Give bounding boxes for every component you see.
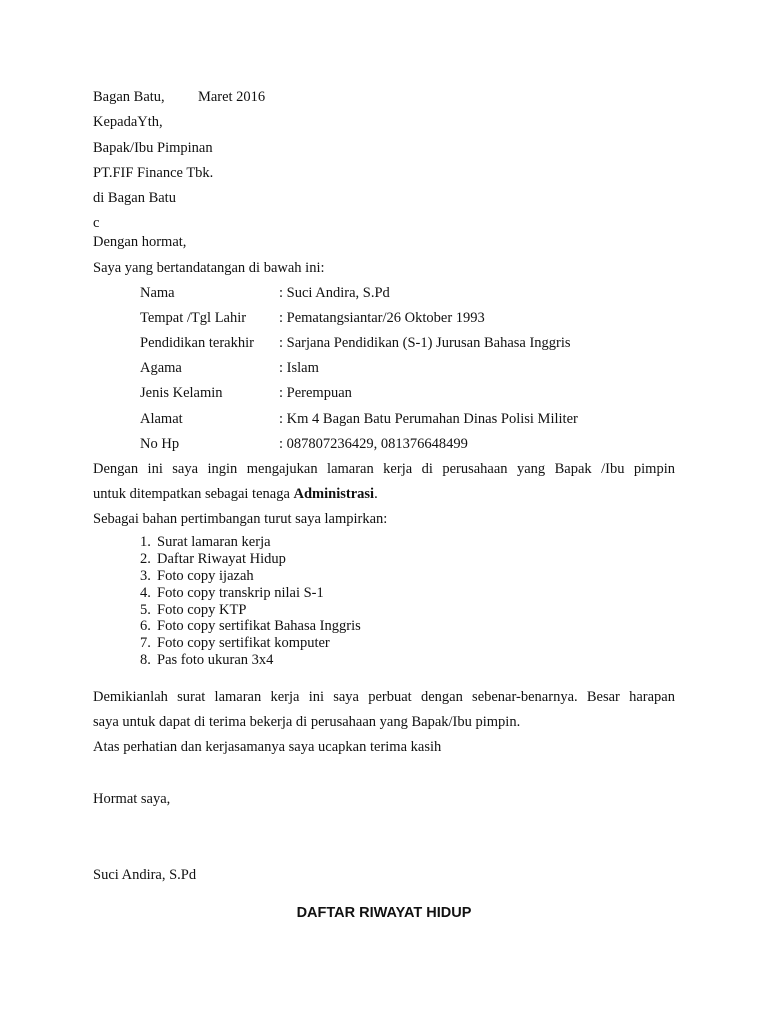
purpose-line-1: Dengan ini saya ingin mengajukan lamaran kerja di perusahaan yang Bapak /Ibu pimpin: [93, 461, 675, 477]
field-value-religion: : Islam: [279, 360, 319, 376]
list-item: 3. Foto copy ijazah: [140, 567, 254, 584]
section-title-cv: DAFTAR RIWAYAT HIDUP: [296, 905, 472, 921]
location-line: di Bagan Batu: [93, 190, 176, 206]
letter-place: Bagan Batu,: [93, 89, 165, 105]
closing-line-1: Demikianlah surat lamaran kerja ini saya perbuat dengan sebenar-benarnya. Besar harapan: [93, 689, 675, 705]
field-value-name: : Suci Andira, S.Pd: [279, 285, 390, 301]
list-item: 1. Surat lamaran kerja: [140, 534, 271, 550]
attachments-intro: Sebagai bahan pertimbangan turut saya lampirkan:: [93, 511, 388, 527]
field-label-birth: Tempat /Tgl Lahir: [140, 310, 247, 326]
place-date-line: [93, 88, 265, 106]
field-label-religion: Agama: [140, 360, 182, 376]
field-value-phone: : 087807236429, 081376648499: [279, 436, 468, 452]
to-line: KepadaYth,: [93, 114, 163, 130]
field-value-birth: : Pematangsiantar/26 Oktober 1993: [279, 310, 485, 326]
list-item: 8. Pas foto ukuran 3x4: [140, 652, 274, 669]
field-value-education: : Sarjana Pendidikan (S-1) Jurusan Bahasa Inggris: [279, 335, 571, 351]
thanks-line: Atas perhatian dan kerjasamanya saya ucapkan terima kasih: [93, 739, 442, 755]
stray-character: c: [93, 215, 100, 231]
field-label-address: Alamat: [140, 411, 183, 427]
attachments-list: [140, 534, 361, 669]
list-item: 4. Foto copy transkrip nilai S-1: [140, 584, 324, 601]
closing-line-2: saya untuk dapat di terima bekerja di perusahaan yang Bapak/Ibu pimpin.: [93, 714, 521, 730]
sign-off: Hormat saya,: [93, 791, 171, 807]
recipient-line: Bapak/Ibu Pimpinan: [93, 140, 213, 156]
list-item: 5. Foto copy KTP: [140, 601, 247, 618]
letter-date: Maret 2016: [197, 89, 266, 105]
field-label-name: Nama: [140, 285, 175, 301]
field-value-gender: : Perempuan: [279, 385, 352, 401]
list-item: 2. Daftar Riwayat Hidup: [140, 550, 286, 567]
field-label-phone: No Hp: [140, 436, 180, 452]
purpose-position: Administrasi: [293, 486, 375, 502]
list-item: 7. Foto copy sertifikat komputer: [140, 635, 330, 652]
field-label-gender: Jenis Kelamin: [140, 385, 223, 401]
field-value-address: : Km 4 Bagan Batu Perumahan Dinas Polisi Militer: [279, 411, 578, 427]
company-line: PT.FIF Finance Tbk.: [93, 165, 214, 181]
list-item: 6. Foto copy sertifikat Bahasa Inggris: [140, 618, 361, 635]
purpose-prefix: untuk ditempatkan sebagai tenaga: [93, 486, 294, 502]
signer-name: Suci Andira, S.Pd: [93, 867, 197, 883]
purpose-suffix: .: [374, 486, 378, 502]
salutation: Dengan hormat,: [93, 234, 187, 250]
intro-line: Saya yang bertandatangan di bawah ini:: [93, 260, 325, 276]
field-label-education: Pendidikan terakhir: [140, 335, 254, 351]
purpose-line-2: [93, 485, 378, 503]
